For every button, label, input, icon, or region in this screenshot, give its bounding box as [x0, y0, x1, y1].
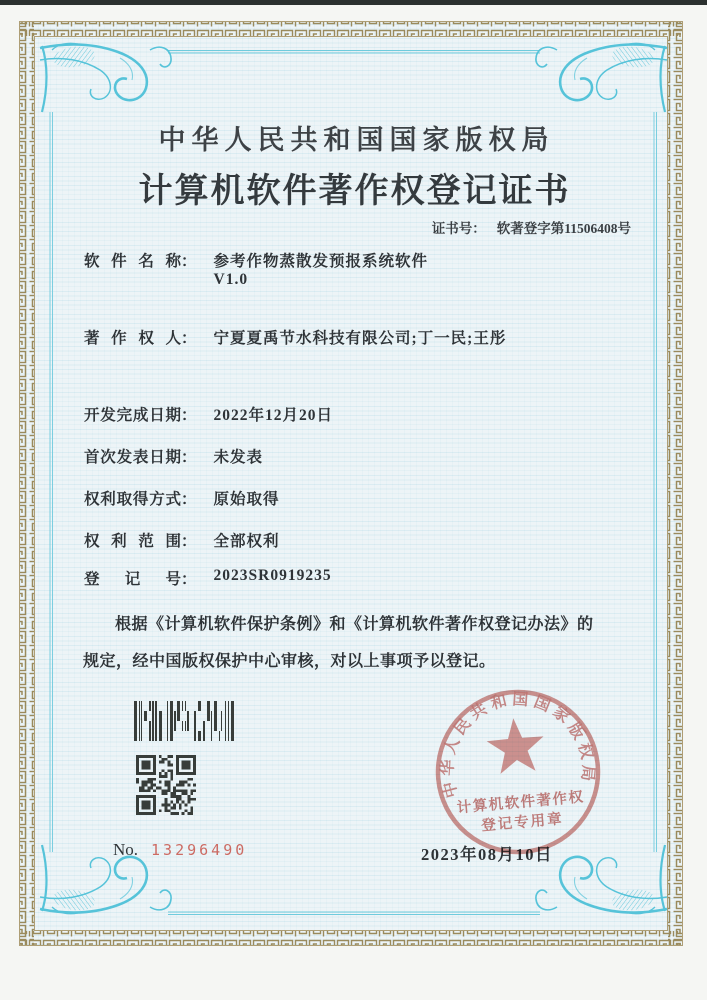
field-value-text: 未发表 — [213, 449, 264, 466]
field-value-text: 原始取得 — [213, 491, 280, 508]
field-label: 权利取得方式 — [84, 491, 181, 508]
star-icon — [485, 716, 547, 775]
field-value-line2: V1.0 — [213, 271, 249, 288]
field-value — [214, 529, 280, 551]
corner-flourish-top-right — [536, 43, 667, 112]
statement-line-2: 规定，经中国版权保护中心审核，对以上事项予以登记。 — [83, 653, 496, 670]
official-seal — [428, 686, 612, 870]
authority-title: 中华人民共和国国家版权局 — [158, 125, 555, 155]
field-colon: ： — [181, 330, 197, 347]
field-value — [214, 326, 507, 348]
qr-code-icon — [136, 755, 196, 815]
field-row — [84, 403, 333, 425]
field-row — [84, 326, 506, 348]
field-label: 开发完成日期 — [84, 407, 181, 424]
field-value — [214, 445, 264, 467]
field-label: 权利范围 — [84, 533, 181, 550]
serial-number: 13296490 — [151, 841, 248, 859]
field-value-text: 参考作物蒸散发预报系统软件 — [213, 253, 429, 270]
field-value — [214, 249, 429, 289]
field-colon: ： — [181, 571, 197, 588]
field-value-text: 全部权利 — [213, 533, 280, 550]
field-colon: ： — [181, 491, 197, 508]
serial-number-line — [113, 840, 247, 860]
serial-label: No. — [113, 840, 139, 859]
seal-ring-text: 中华人民共和国国家版权局 — [439, 691, 597, 800]
statement-line-1: 根据《计算机软件保护条例》和《计算机软件著作权登记办法》的 — [115, 616, 594, 633]
certificate-number-label: 证书号： — [431, 221, 486, 236]
field-value — [214, 567, 332, 585]
field-value-text: 宁夏夏禹节水科技有限公司;丁一民;王彤 — [213, 330, 507, 347]
field-label: 著作权人 — [84, 330, 181, 347]
corner-flourish-top-left — [40, 43, 171, 112]
seal-line-1: 计算机软件著作权 — [456, 789, 586, 817]
field-value-text: 2022年12月20日 — [213, 407, 334, 424]
registration-statement — [83, 614, 635, 672]
barcode-2d-icon — [134, 701, 234, 741]
field-row — [84, 445, 263, 467]
field-value — [214, 403, 334, 425]
certificate-number-line — [432, 217, 631, 237]
field-row — [84, 249, 428, 289]
field-label: 登记号 — [84, 571, 181, 588]
field-label: 软件名称 — [84, 253, 181, 270]
field-row — [84, 529, 280, 551]
seal-line-2: 登记专用章 — [480, 811, 565, 835]
field-colon: ： — [181, 533, 197, 550]
field-row — [84, 487, 280, 509]
field-label: 首次发表日期 — [84, 449, 181, 466]
field-value-text: 2023SR0919235 — [213, 567, 332, 584]
issue-date: 2023年08月10日 — [421, 845, 553, 864]
official-seal-stamp — [430, 686, 605, 859]
field-colon: ： — [181, 407, 197, 424]
field-value — [214, 487, 280, 509]
field-row — [84, 567, 332, 589]
field-colon: ： — [181, 449, 197, 466]
field-colon: ： — [181, 253, 197, 270]
certificate-number-value: 软著登字第11506408号 — [496, 221, 631, 236]
certificate-title: 计算机软件著作权登记证书 — [138, 173, 571, 210]
